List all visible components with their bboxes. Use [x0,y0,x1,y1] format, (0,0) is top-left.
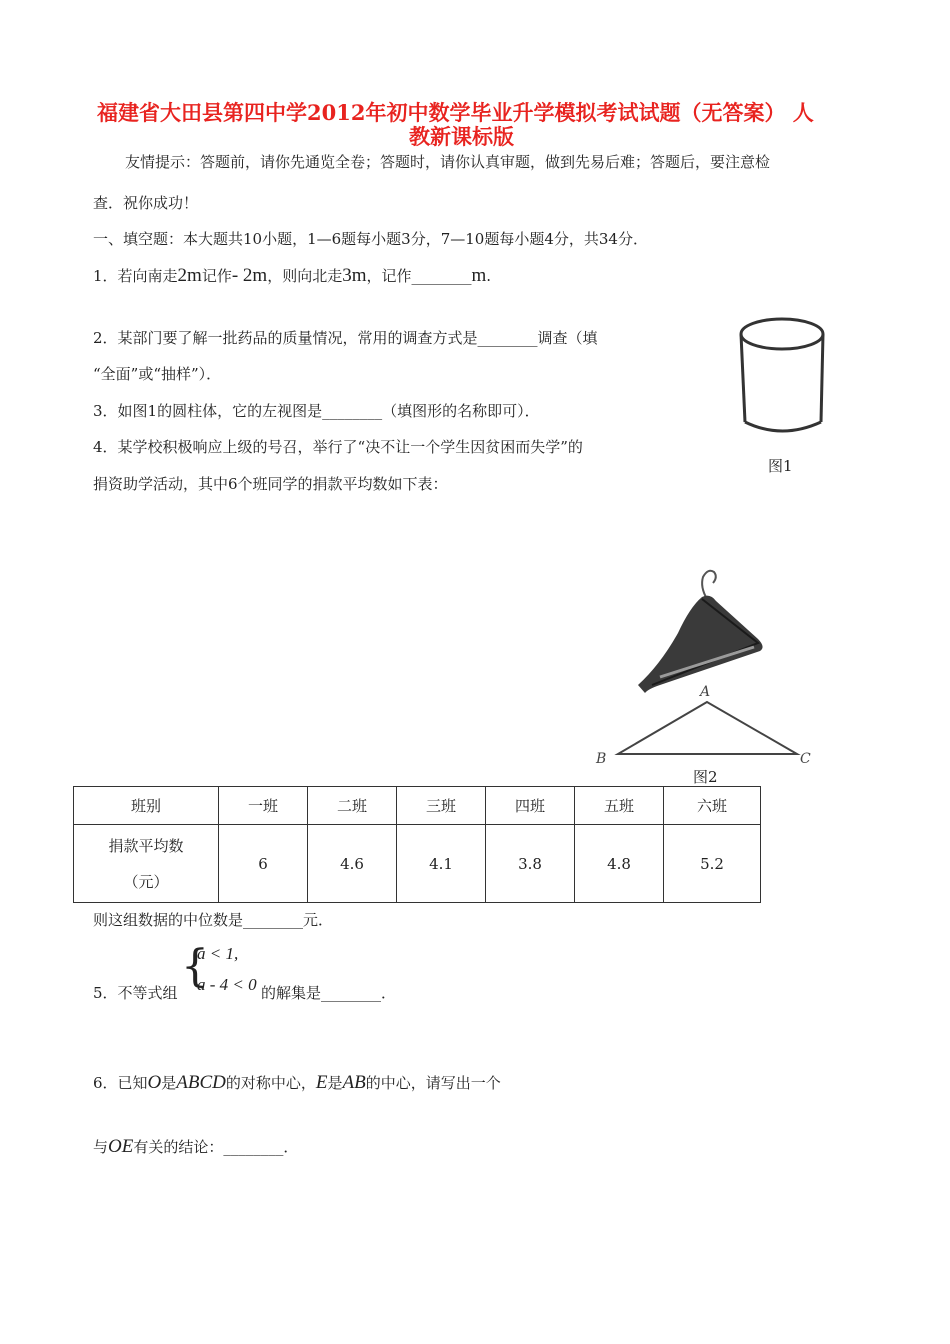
q6-segment-oe: OE [108,1136,134,1157]
table-header-cell: 五班 [575,787,664,825]
q6-text-c: 的对称中心， [225,1074,316,1092]
question-4-line1: 4．某学校积极响应上级的号召，举行了“决不让一个学生因贫困而失学”的 [93,438,583,456]
row-label-line1: 捐款平均数 [108,836,184,855]
q1-text-c: ，则向北走 [267,267,343,285]
vertex-label-a: A [700,684,711,700]
q1-text-a: 1．若向南走 [93,267,178,285]
q6-text-line2b: 有关的结论：________． [133,1138,299,1156]
q6-point-o: O [147,1072,162,1093]
row-label-line2: （元） [123,872,169,891]
table-header-cell: 班别 [74,787,219,825]
table-cell: 3.8 [486,825,575,903]
table-header-row [74,787,761,825]
table-row [74,825,761,903]
q6-text-e: 的中心，请写出一个 [365,1074,501,1092]
table-header-cell: 一班 [219,787,308,825]
q1-unit-m: m [471,265,487,286]
hanger-figure [590,565,830,770]
question-2-line2: “全面”或“抽样”）． [93,365,222,383]
section-heading: 一、填空题：本大题共10小题，1—6题每小题3分，7—10题每小题4分，共34分． [93,230,648,248]
question-6-line1 [93,1073,501,1093]
table-row-label [74,825,219,903]
q1-value-neg2m: - 2m [231,265,268,286]
table-cell: 6 [219,825,308,903]
tip-line1: 友情提示：答题前，请你先通览全卷；答题时，请你认真审题，做到先易后难；答题后，要注意检 [125,153,771,171]
q1-value-3m: 3m [342,265,367,286]
q6-parallelogram-abcd: ABCD [176,1072,226,1093]
donation-table [73,786,761,903]
table-header-cell: 六班 [664,787,761,825]
table-cell: 5.2 [664,825,761,903]
question-3: 3．如图1的圆柱体，它的左视图是________（填图形的名称即可）． [93,402,540,420]
question-5-prefix: 5．不等式组 [93,984,178,1002]
table-header-cell: 二班 [308,787,397,825]
table-cell: 4.8 [575,825,664,903]
tip-line2: 查．祝你成功！ [93,194,199,212]
vertex-label-c: C [800,751,811,767]
doc-title-line1: 福建省大田县第四中学2012年初中数学毕业升学模拟考试试题（无答案） 人 [97,100,814,125]
q6-text-line2a: 与 [93,1138,109,1156]
figure-1-caption: 图1 [768,457,793,475]
inequality-2: a - 4 < 0 [197,975,257,994]
cylinder-figure [730,312,835,447]
q6-point-e: E [315,1072,328,1093]
q6-text-d: 是 [327,1074,343,1092]
question-5-suffix: 的解集是________． [261,984,397,1002]
question-6-line2 [93,1137,298,1157]
question-2-line1: 2．某部门要了解一批药品的质量情况，常用的调查方式是________调查（填 [93,329,598,347]
question-1 [93,266,491,286]
table-cell: 4.6 [308,825,397,903]
system-brace: { [181,941,209,992]
q1-text-e: . [486,267,492,285]
table-header-cell: 三班 [397,787,486,825]
q6-text-a: 6．已知 [93,1074,148,1092]
q1-text-d: ，记作________ [366,267,472,285]
q6-text-b: 是 [161,1074,177,1092]
question-4-end: 则这组数据的中位数是________元． [93,911,334,929]
q1-value-2m: 2m [177,265,202,286]
table-cell: 4.1 [397,825,486,903]
q1-text-b: 记作 [201,267,232,285]
vertex-label-b: B [596,751,607,767]
figure-2-caption: 图2 [693,768,718,786]
doc-title-line2: 教新课标版 [409,124,514,149]
q6-segment-ab: AB [342,1072,366,1093]
table-header-cell: 四班 [486,787,575,825]
question-4-line2: 捐资助学活动，其中6个班同学的捐款平均数如下表： [93,475,448,493]
inequality-1: a < 1, [197,944,239,963]
